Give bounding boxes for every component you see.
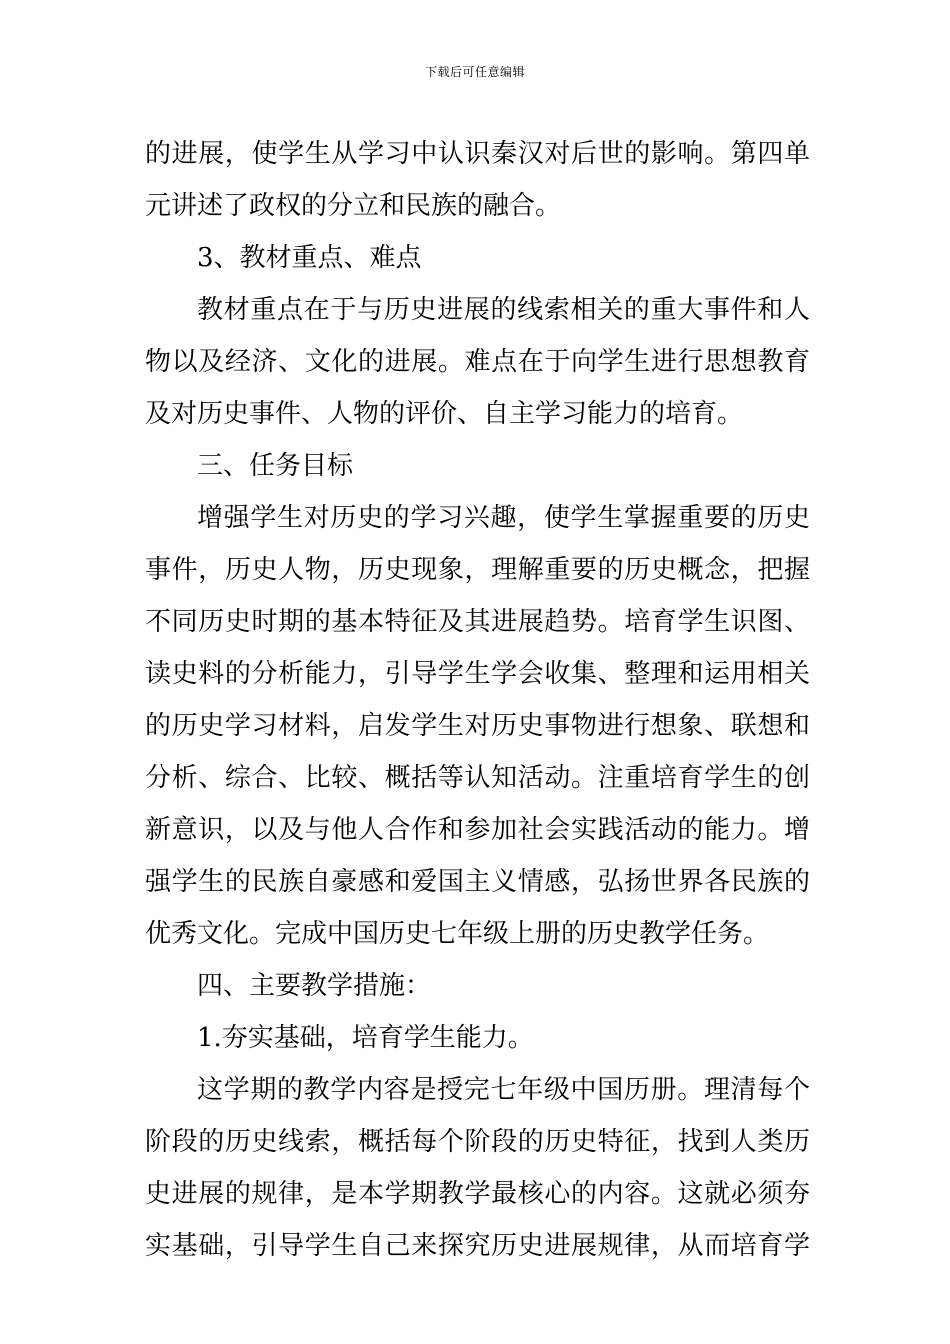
text-line: 元讲述了政权的分立和民族的融合。 <box>145 191 562 221</box>
text-line: 增强学生对历史的学习兴趣，使学生掌握重要的历史 <box>197 503 810 533</box>
section-heading: 3、教材重点、难点 <box>197 243 422 273</box>
text-line: 这学期的教学内容是授完七年级中国历册。理清每个 <box>197 1075 810 1105</box>
text-line: 物以及经济、文化的进展。难点在于向学生进行思想教育 <box>145 347 810 377</box>
text-line: 优秀文化。完成中国历史七年级上册的历史教学任务。 <box>145 919 770 949</box>
text-line: 分析、综合、比较、概括等认知活动。注重培育学生的创 <box>145 763 810 793</box>
text-line: 的历史学习材料，启发学生对历史事物进行想象、联想和 <box>145 711 810 741</box>
text-line: 新意识，以及与他人合作和参加社会实践活动的能力。增 <box>145 815 810 845</box>
section-heading: 四、主要教学措施： <box>197 971 432 1001</box>
text-line: 不同历史时期的基本特征及其进展趋势。培育学生识图、 <box>145 607 810 637</box>
section-heading: 三、任务目标 <box>197 451 354 481</box>
text-line: 阶段的历史线索，概括每个阶段的历史特征，找到人类历 <box>145 1127 810 1157</box>
text-line: 事件，历史人物，历史现象，理解重要的历史概念，把握 <box>145 555 810 585</box>
document-body <box>145 128 810 1272</box>
text-line: 读史料的分析能力，引导学生学会收集、整理和运用相关 <box>145 659 810 689</box>
text-line: 实基础，引导学生自己来探究历史进展规律，从而培育学 <box>145 1231 810 1261</box>
text-line: 强学生的民族自豪感和爱国主义情感，弘扬世界各民族的 <box>145 867 810 897</box>
text-line: 史进展的规律，是本学期教学最核心的内容。这就必须夯 <box>145 1179 810 1209</box>
text-line: 的进展，使学生从学习中认识秦汉对后世的影响。第四单 <box>145 139 810 169</box>
page-header-note: 下载后可任意编辑 <box>424 65 525 79</box>
text-line: 及对历史事件、人物的评价、自主学习能力的培育。 <box>145 399 744 429</box>
subsection-heading: 1.夯实基础，培育学生能力。 <box>197 1023 534 1053</box>
text-line: 教材重点在于与历史进展的线索相关的重大事件和人 <box>197 295 810 325</box>
